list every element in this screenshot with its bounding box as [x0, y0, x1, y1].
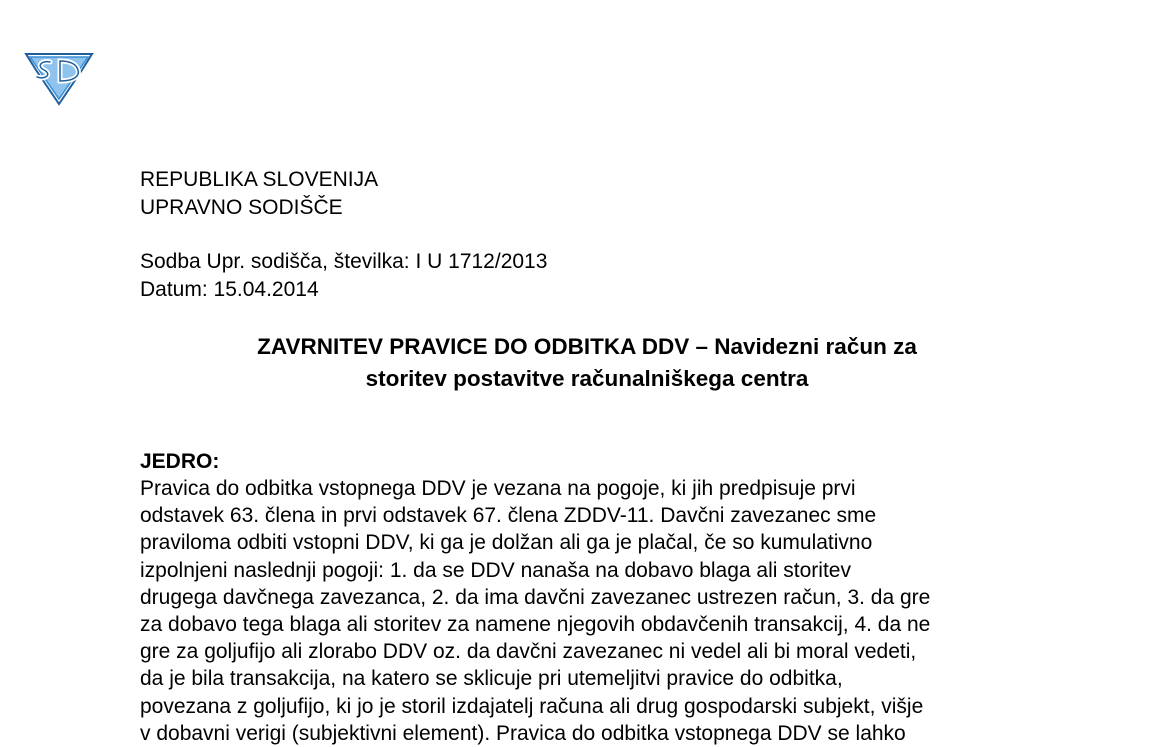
body-line: Pravica do odbitka vstopnega DDV je vezana na pogoje, ki jih predpisuje prvi [140, 477, 856, 500]
body-line: izpolnjeni naslednji pogoji: 1. da se DDV nanaša na dobavo blaga ali storitev [140, 558, 851, 582]
body-line: da je bila transakcija, na katero se sklicuje pri utemeljitvi pravice do odbitka, [140, 667, 843, 691]
document-title [140, 331, 1034, 395]
body-line: za dobavo tega blaga ali storitev za namene njegovih obdavčenih transakcij, 4. da ne [140, 613, 931, 637]
jedro-body [140, 475, 1034, 747]
body-line: povezana z goljufijo, ki jo je storil izdajatelj računa ali drug gospodarski subjekt, višje [140, 694, 924, 718]
judgment-date: Datum: 15.04.2014 [140, 278, 319, 301]
document-meta [140, 248, 547, 304]
document-header [140, 166, 378, 222]
title-line-1: ZAVRNITEV PRAVICE DO ODBITKA DDV – Navidezni račun za [257, 334, 917, 359]
sd-logo-icon [22, 48, 96, 106]
body-line: gre za goljufijo ali zlorabo DDV oz. da davčni zavezanec ni vedel ali bi moral vedeti, [140, 640, 917, 664]
body-line: odstavek 63. člena in prvi odstavek 67. člena ZDDV-11. Davčni zavezanec sme [140, 504, 877, 528]
title-line-2: storitev postavitve računalniškega centra [365, 366, 809, 391]
header-country: REPUBLIKA SLOVENIJA [140, 168, 379, 191]
court-logo [22, 48, 96, 106]
section-heading-jedro: JEDRO: [140, 450, 220, 473]
body-line: praviloma odbiti vstopni DDV, ki ga je dolžan ali ga je plačal, če so kumulativno [140, 531, 873, 555]
case-number: Sodba Upr. sodišča, številka: I U 1712/2013 [140, 250, 548, 273]
header-court: UPRAVNO SODIŠČE [140, 196, 343, 219]
body-line: v dobavni verigi (subjektivni element). Pravica do odbitka vstopnega DDV se lahko [140, 721, 906, 745]
body-line: drugega davčnega zavezanca, 2. da ima davčni zavezanec ustrezen račun, 3. da gre [140, 585, 931, 609]
